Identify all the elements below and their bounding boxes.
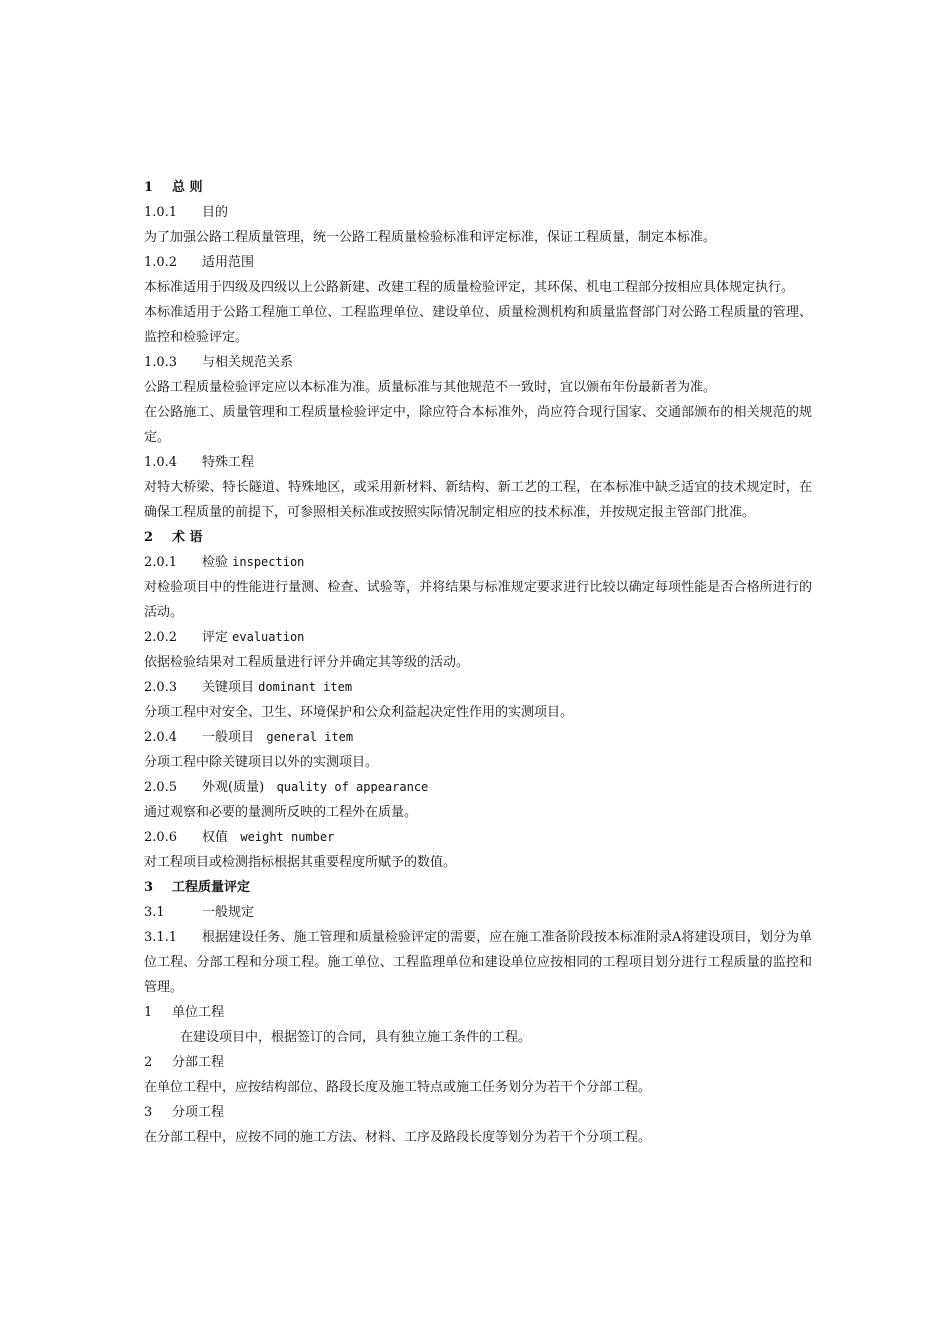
clause-heading-1-0-3: 1.0.3 与相关规范关系 (144, 355, 294, 370)
term-heading-2-0-6: 2.0.6 权值 weight number (144, 830, 335, 845)
term-text-2-0-4: 分项工程中除关键项目以外的实测项目。 (144, 755, 379, 770)
term-heading-2-0-2: 2.0.2 评定 evaluation (144, 630, 305, 645)
list-item-heading-3: 3 分项工程 (144, 1105, 225, 1120)
section-heading-3: 3 工程质量评定 (144, 880, 251, 895)
list-item-text-1: 在建设项目中，根据签订的合同，具有独立施工条件的工程。 (180, 1030, 532, 1045)
clause-heading-3-1: 3.1 一般规定 (144, 905, 255, 920)
term-text-2-0-2: 依据检验结果对工程质量进行评分并确定其等级的活动。 (144, 655, 470, 670)
term-text-2-0-5: 通过观察和必要的量测所反映的工程外在质量。 (144, 805, 418, 820)
section-heading-1: 1 总 则 (144, 180, 203, 195)
clause-text-1-0-3-p1: 公路工程质量检验评定应以本标准为准。质量标准与其他规范不一致时，宜以颁布年份最新者为准。 (144, 380, 717, 395)
clause-text-1-0-4: 对特大桥梁、特长隧道、特殊地区，或采用新材料、新结构、新工艺的工程，在本标准中缺乏适宜的技术规定时，在确保工程质量的前提下，可参照相关标准或按照实际情况制定相应的技术标准，并按规定报主管部门批准。 (144, 480, 812, 520)
clause-text-1-0-3-p2: 在公路施工、质量管理和工程质量检验评定中，除应符合本标准外，尚应符合现行国家、交通部颁布的相关规范的规定。 (144, 405, 812, 445)
term-text-2-0-6: 对工程项目或检测指标根据其重要程度所赋予的数值。 (144, 855, 457, 870)
clause-text-3-1-1: 3.1.1 根据建设任务、施工管理和质量检验评定的需要，应在施工准备阶段按本标准附录A将建设项目，划分为单位工程、分部工程和分项工程。施工单位、工程监理单位和建设单位应按相同的工程项目划分进行工程质量的监控和管理。 (144, 930, 812, 995)
list-item-heading-2: 2 分部工程 (144, 1055, 225, 1070)
list-item-text-3: 在分部工程中，应按不同的施工方法、材料、工序及路段长度等划分为若干个分项工程。 (144, 1130, 652, 1145)
clause-text-1-0-2-p2: 本标准适用于公路工程施工单位、工程监理单位、建设单位、质量检测机构和质量监督部门对公路工程质量的管理、监控和检验评定。 (144, 305, 812, 345)
clause-heading-1-0-1: 1.0.1 目的 (144, 205, 229, 220)
term-text-2-0-1: 对检验项目中的性能进行量测、检查、试验等，并将结果与标准规定要求进行比较以确定每项性能是否合格所进行的活动。 (144, 580, 812, 620)
section-heading-2: 2 术 语 (144, 530, 203, 545)
clause-text-1-0-1: 为了加强公路工程质量管理，统一公路工程质量检验标准和评定标准，保证工程质量，制定本标准。 (144, 230, 717, 245)
clause-heading-1-0-2: 1.0.2 适用范围 (144, 255, 255, 270)
term-heading-2-0-3: 2.0.3 关键项目 dominant item (144, 680, 353, 695)
list-item-heading-1: 1 单位工程 (144, 1005, 225, 1020)
clause-text-1-0-2-p1: 本标准适用于四级及四级以上公路新建、改建工程的质量检验评定，其环保、机电工程部分按相应具体规定执行。 (144, 280, 795, 295)
list-item-text-2: 在单位工程中，应按结构部位、路段长度及施工特点或施工任务划分为若干个分部工程。 (144, 1080, 652, 1095)
term-heading-2-0-4: 2.0.4 一般项目 general item (144, 730, 354, 745)
term-text-2-0-3: 分项工程中对安全、卫生、环境保护和公众利益起决定性作用的实测项目。 (144, 705, 574, 720)
term-heading-2-0-1: 2.0.1 检验 inspection (144, 555, 305, 570)
document-page (144, 175, 812, 1150)
clause-heading-1-0-4: 1.0.4 特殊工程 (144, 455, 255, 470)
term-heading-2-0-5: 2.0.5 外观(质量) quality of appearance (144, 780, 429, 795)
